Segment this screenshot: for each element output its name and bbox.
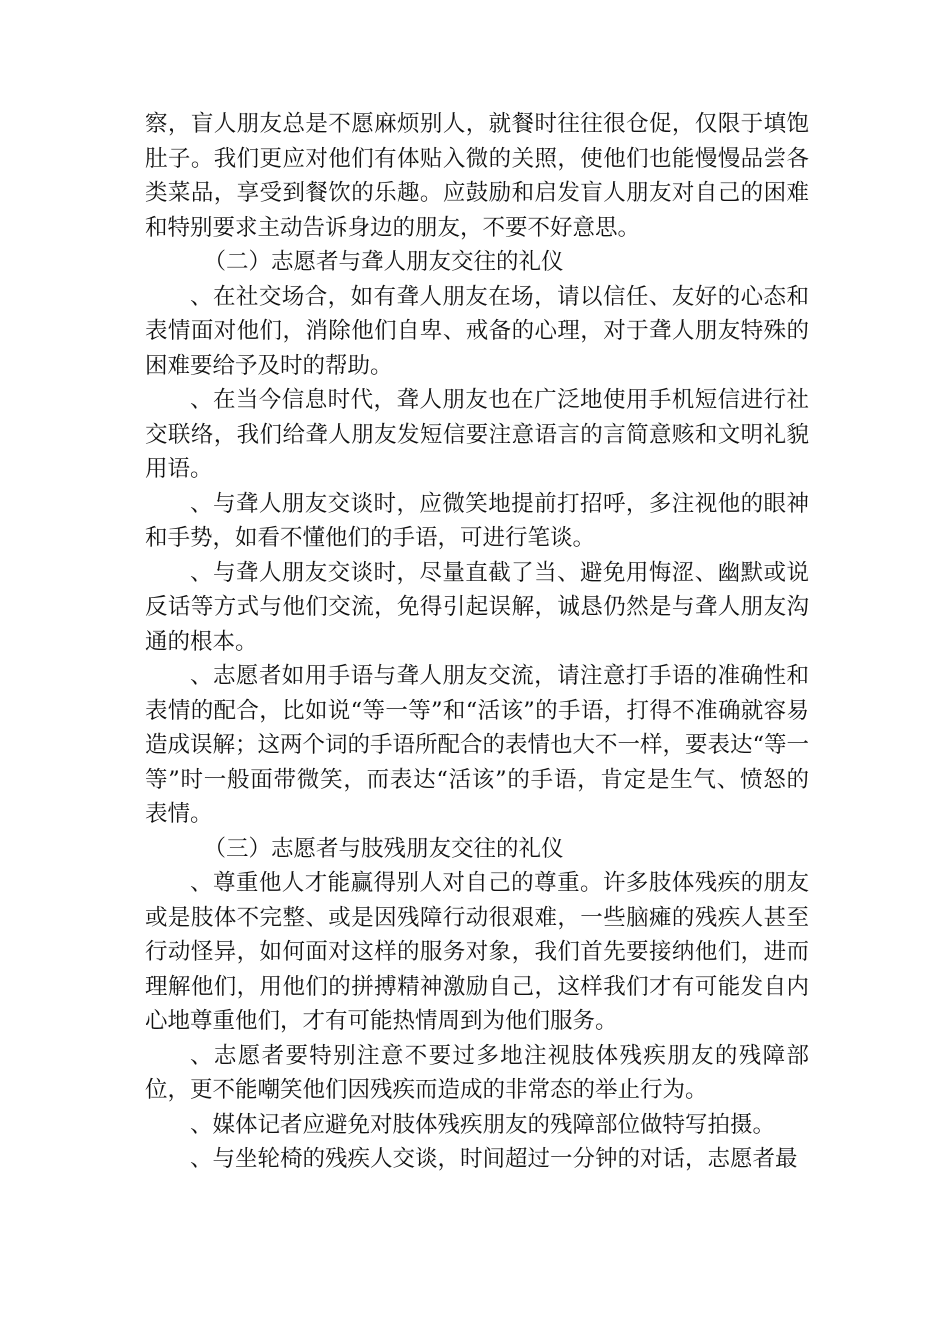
paragraph-physical-1: 、尊重他人才能赢得别人对自己的尊重。许多肢体残疾的朋友或是肢体不完整、或是因残障行动很艰难，一些脑瘫的残疾人甚至行动怪异，如何面对这样的服务对象，我们首先要接纳他们，进而理解他们，用他们的拼搏精神激励自己，这样我们才有可能发自内心地尊重他们，才有可能热情周到为他们服务。 — [145, 870, 809, 1034]
paragraph-deaf-1: 、在社交场合，如有聋人朋友在场，请以信任、友好的心态和表情面对他们，消除他们自卑、戒备的心理，对于聋人朋友特殊的困难要给予及时的帮助。 — [145, 283, 809, 379]
paragraph-deaf-4: 、与聋人朋友交谈时，尽量直截了当、避免用悔涩、幽默或说反话等方式与他们交流，免得引起误解，诚恳仍然是与聋人朋友沟通的根本。 — [145, 559, 809, 655]
paragraph-physical-2: 、志愿者要特别注意不要过多地注视肢体残疾朋友的残障部位，更不能嘲笑他们因残疾而造成的非常态的举止行为。 — [145, 1042, 809, 1103]
paragraph-physical-3: 、媒体记者应避免对肢体残疾朋友的残障部位做特写拍摄。 — [190, 1111, 776, 1138]
section-heading-physical: （三）志愿者与肢残朋友交往的礼仪 — [203, 835, 564, 862]
document-page — [145, 107, 809, 1177]
section-heading-deaf: （二）志愿者与聋人朋友交往的礼仪 — [203, 249, 564, 275]
paragraph-continuation: 察，盲人朋友总是不愿麻烦别人，就餐时往往很仓促，仅限于填饱肚子。我们更应对他们有体贴入微的关照，使他们也能慢慢品尝各类菜品，享受到餐饮的乐趣。应鼓励和启发盲人朋友对自己的困难和特别要求主动告诉身边的朋友，不要不好意思。 — [145, 111, 809, 241]
paragraph-physical-4: 、与坐轮椅的残疾人交谈，时间超过一分钟的对话，志愿者最 — [190, 1146, 798, 1172]
paragraph-deaf-3: 、与聋人朋友交谈时，应微笑地提前打招呼，多注视他的眼神和手势，如看不懂他们的手语，可进行笔谈。 — [145, 490, 809, 551]
paragraph-deaf-5: 、志愿者如用手语与聋人朋友交流，请注意打手语的准确性和表情的配合，比如说“等一等”和“活该”的手语，打得不准确就容易造成误解；这两个词的手语所配合的表情也大不一样，要表达“等一等”时一般面带微笑，而表达“活该”的手语，肯定是生气、愤怒的表情。 — [145, 663, 810, 827]
paragraph-deaf-2: 、在当今信息时代，聋人朋友也在广泛地使用手机短信进行社交联络，我们给聋人朋友发短信要注意语言的言简意赅和文明礼貌用语。 — [145, 387, 809, 482]
